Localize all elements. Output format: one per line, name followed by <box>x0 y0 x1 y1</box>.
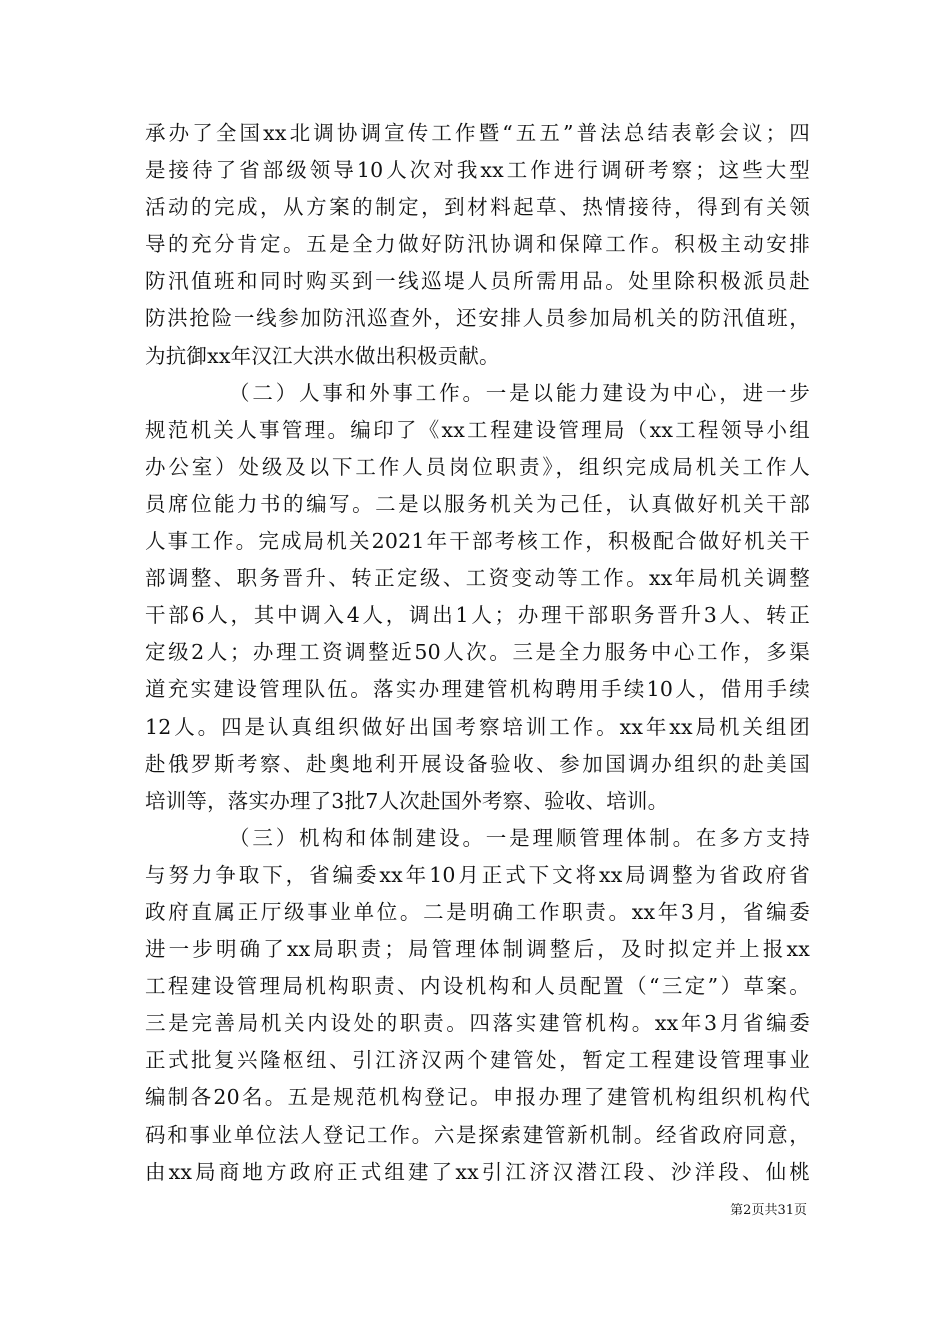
text-line: 人事工作。完成局机关2021年干部考核工作，积极配合做好机关干 <box>145 529 810 554</box>
text-line: 由xx局商地方政府正式组建了xx引江济汉潜江段、沙洋段、仙桃 <box>145 1159 810 1184</box>
section-heading-line: （三）机构和体制建设。一是理顺管理体制。在多方支持 <box>229 825 810 850</box>
text-line: 员席位能力书的编写。二是以服务机关为己任，认真做好机关干部 <box>145 491 810 516</box>
text-line: 为抗御xx年汉江大洪水做出积极贡献。 <box>145 343 500 368</box>
text-line: 规范机关人事管理。编印了《xx工程建设管理局（xx工程领导小组 <box>145 417 810 442</box>
text-line: 部调整、职务晋升、转正定级、工资变动等工作。xx年局机关调整 <box>145 566 810 591</box>
text-line: 培训等，落实办理了3批7人次赴国外考察、验收、培训。 <box>145 788 669 813</box>
text-line: 定级2人；办理工资调整近50人次。三是全力服务中心工作，多渠 <box>145 640 810 665</box>
text-line: 导的充分肯定。五是全力做好防汛协调和保障工作。积极主动安排 <box>145 232 810 257</box>
text-line: 12人。四是认真组织做好出国考察培训工作。xx年xx局机关组团 <box>145 714 810 739</box>
text-line: 防洪抢险一线参加防汛巡查外，还安排人员参加局机关的防汛值班， <box>145 306 810 331</box>
section-heading-line: （二）人事和外事工作。一是以能力建设为中心，进一步 <box>229 380 810 405</box>
text-line: 进一步明确了xx局职责；局管理体制调整后，及时拟定并上报xx <box>145 937 810 962</box>
text-line: 正式批复兴隆枢纽、引江济汉两个建管处，暂定工程建设管理事业 <box>145 1048 810 1073</box>
text-line: 三是完善局机关内设处的职责。四落实建管机构。xx年3月省编委 <box>145 1011 810 1036</box>
page-number-footer: 第2页共31页 <box>730 1203 807 1218</box>
text-line: 工程建设管理局机构职责、内设机构和人员配置（“三定”）草案。 <box>145 974 810 999</box>
text-line: 编制各20名。五是规范机构登记。申报办理了建管机构组织机构代 <box>145 1085 810 1110</box>
document-body <box>145 115 810 1191</box>
text-line: 码和事业单位法人登记工作。六是探索建管新机制。经省政府同意， <box>145 1122 810 1147</box>
text-line: 承办了全国xx北调协调宣传工作暨“五五”普法总结表彰会议；四 <box>145 121 810 145</box>
text-line: 与努力争取下，省编委xx年10月正式下文将xx局调整为省政府省 <box>145 862 810 887</box>
text-line: 是接待了省部级领导10人次对我xx工作进行调研考察；这些大型 <box>145 158 810 183</box>
text-line: 办公室）处级及以下工作人员岗位职责》，组织完成局机关工作人 <box>145 454 810 479</box>
text-line: 道充实建设管理队伍。落实办理建管机构聘用手续10人，借用手续 <box>145 677 810 702</box>
text-line: 活动的完成，从方案的制定，到材料起草、热情接待，得到有关领 <box>145 195 810 220</box>
text-line: 干部6人，其中调入4人，调出1人；办理干部职务晋升3人、转正 <box>145 603 810 628</box>
text-line: 赴俄罗斯考察、赴奥地利开展设备验收、参加国调办组织的赴美国 <box>145 751 810 776</box>
text-line: 政府直属正厅级事业单位。二是明确工作职责。xx年3月，省编委 <box>145 899 810 924</box>
text-line: 防汛值班和同时购买到一线巡堤人员所需用品。处里除积极派员赴 <box>145 269 810 294</box>
